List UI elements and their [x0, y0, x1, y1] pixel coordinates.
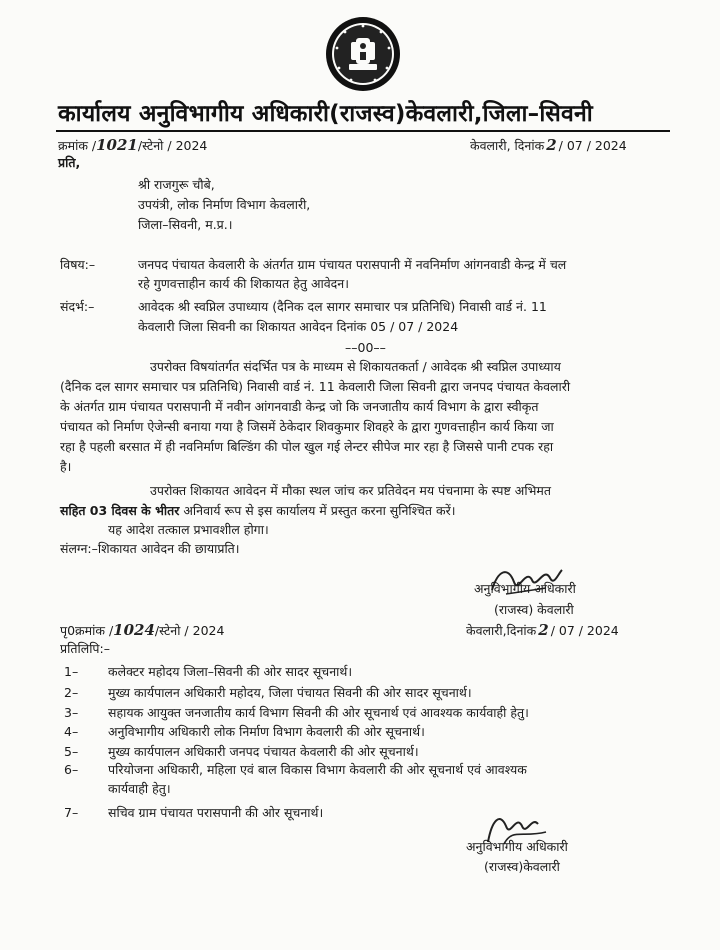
reference-label: संदर्भ:–	[60, 299, 95, 314]
endorsement-date-suffix: / 07 / 2024	[550, 623, 619, 638]
copy-item-number: 2–	[64, 685, 79, 700]
signature-1-office: (राजस्व) केवलारी	[494, 602, 574, 617]
reference-line-2: केवलारी जिला सिवनी का शिकायत आवेदन दिनांक 05 / 07 / 2024	[138, 319, 459, 334]
copy-item-text: परियोजना अधिकारी, महिला एवं बाल विकास विभाग केवलारी की ओर सूचनार्थ एवं आवश्यक	[108, 762, 527, 777]
title-underline	[56, 130, 670, 132]
copy-to-label: प्रतिलिपि:–	[60, 641, 110, 656]
separator-mark: ––00––	[345, 340, 386, 355]
body-para2-line-1: उपरोक्त शिकायत आवेदन में मौका स्थल जांच कर प्रतिवेदन मय पंचनामा के स्पष्ट अभिमत	[150, 483, 551, 498]
endorsement-day-handwritten: 2	[538, 621, 549, 639]
body-para2-line-3: यह आदेश तत्काल प्रभावशील होगा।	[108, 522, 269, 537]
endorsement-ref-suffix: /स्टेनो / 2024	[154, 623, 225, 638]
endorsement-date	[466, 622, 619, 639]
copy-item-number: 4–	[64, 724, 79, 739]
prati-label: प्रति,	[58, 155, 81, 170]
subject-line-1: जनपद पंचायत केवलारी के अंतर्गत ग्राम पंचायत परासपानी में नवनिर्माण आंगनवाडी केन्द्र में चल	[138, 257, 567, 272]
signature-2-office: (राजस्व)केवलारी	[484, 859, 560, 874]
copy-item-text: अनुविभागीय अधिकारी लोक निर्माण विभाग केवलारी की ओर सूचनार्थ।	[108, 724, 425, 739]
body-para2-line-2	[60, 502, 455, 519]
copy-item-number: 1–	[64, 664, 79, 679]
copy-item-text: सहायक आयुक्त जनजातीय कार्य विभाग सिवनी की ओर सूचनार्थ एवं आवश्यक कार्यवाही हेतु।	[108, 705, 529, 720]
copy-item-text-cont: कार्यवाही हेतु।	[108, 781, 171, 796]
body-para1-line-4: पंचायत को निर्माण ऐजेन्सी बनाया गया है जिसमें ठेकेदार शिवकुमार शिवहरे के द्वारा गुणवत्ताहीन कार्य किया जा	[60, 419, 554, 434]
body-para2-line-2-rest: अनिवार्य रूप से इस कार्यालय में प्रस्तुत करना सुनिश्चित करें।	[179, 503, 456, 518]
reference-line-1: आवेदक श्री स्वप्निल उपाध्याय (दैनिक दल सागर समाचार पत्र प्रतिनिधि) निवासी वार्ड नं. 11	[138, 299, 547, 314]
copy-item-number: 3–	[64, 705, 79, 720]
ref-prefix: क्रमांक /	[58, 138, 97, 153]
recipient-name: श्री राजगुरू चौबे,	[138, 177, 215, 192]
date-suffix: / 07 / 2024	[558, 138, 627, 153]
endorsement-ref-prefix: पृ0क्रमांक /	[60, 623, 114, 638]
copy-item-number: 5–	[64, 744, 79, 759]
deadline-bold-text: सहित 03 दिवस के भीतर	[60, 503, 180, 518]
body-para1-line-5: रहा है पहली बरसात में ही नवनिर्माण बिल्डिंग की पोल खुल गई लेन्टर सीपेज मार रहा है जिससे पानी टपक रहा	[60, 439, 554, 454]
state-emblem-seal	[325, 16, 401, 92]
signature-2-title: अनुविभागीय अधिकारी	[466, 839, 568, 854]
copy-item-text: कलेक्टर महोदय जिला–सिवनी की ओर सादर सूचनार्थ।	[108, 664, 353, 679]
copy-item-text: सचिव ग्राम पंचायत परासपानी की ओर सूचनार्थ।	[108, 805, 324, 820]
signature-1-title: अनुविभागीय अधिकारी	[474, 581, 576, 596]
subject-label: विषय:–	[60, 257, 96, 272]
recipient-designation: उपयंत्री, लोक निर्माण विभाग केवलारी,	[138, 197, 311, 212]
endorsement-date-prefix: केवलारी,दिनांक	[466, 623, 537, 638]
body-para1-line-6: है।	[60, 459, 72, 474]
reference-number	[58, 137, 207, 154]
endorsement-number	[60, 622, 224, 639]
body-para1-line-3: के अंतर्गत ग्राम पंचायत परासपानी में नवीन आंगनवाडी केन्द्र जो कि जनजातीय कार्य विभाग के द्वारा स्वीकृत	[60, 399, 539, 414]
recipient-district: जिला–सिवनी, म.प्र.।	[138, 217, 233, 232]
ref-suffix: /स्टेनो / 2024	[137, 138, 208, 153]
copy-item-text: मुख्य कार्यपालन अधिकारी महोदय, जिला पंचायत सिवनी की ओर सादर सूचनार्थ।	[108, 685, 472, 700]
enclosure-note: संलग्न:–शिकायत आवेदन की छायाप्रति।	[60, 541, 240, 556]
copy-item-number: 7–	[64, 805, 79, 820]
letter-date	[470, 137, 627, 154]
date-prefix: केवलारी, दिनांक	[470, 138, 545, 153]
body-para1-line-2: (दैनिक दल सागर समाचार पत्र प्रतिनिधि) निवासी वार्ड नं. 11 केवलारी जिला सिवनी द्वारा जनपद पंचायत केवलारी	[60, 379, 571, 394]
office-title: कार्यालय अनुविभागीय अधिकारी(राजस्व)केवलारी,जिला–सिवनी	[58, 101, 593, 127]
ref-number-handwritten: 1021	[96, 136, 138, 154]
copy-item-number: 6–	[64, 762, 79, 777]
date-day-handwritten: 2	[546, 136, 557, 154]
endorsement-number-handwritten: 1024	[113, 621, 155, 639]
subject-line-2: रहे गुणवत्ताहीन कार्य की शिकायत हेतु आवेदन।	[138, 276, 349, 291]
copy-item-text: मुख्य कार्यपालन अधिकारी जनपद पंचायत केवलारी की ओर सूचनार्थ।	[108, 744, 419, 759]
body-para1-line-1: उपरोक्त विषयांतर्गत संदर्भित पत्र के माध्यम से शिकायतकर्ता / आवेदक श्री स्वप्निल उपाध्याय	[150, 359, 561, 374]
